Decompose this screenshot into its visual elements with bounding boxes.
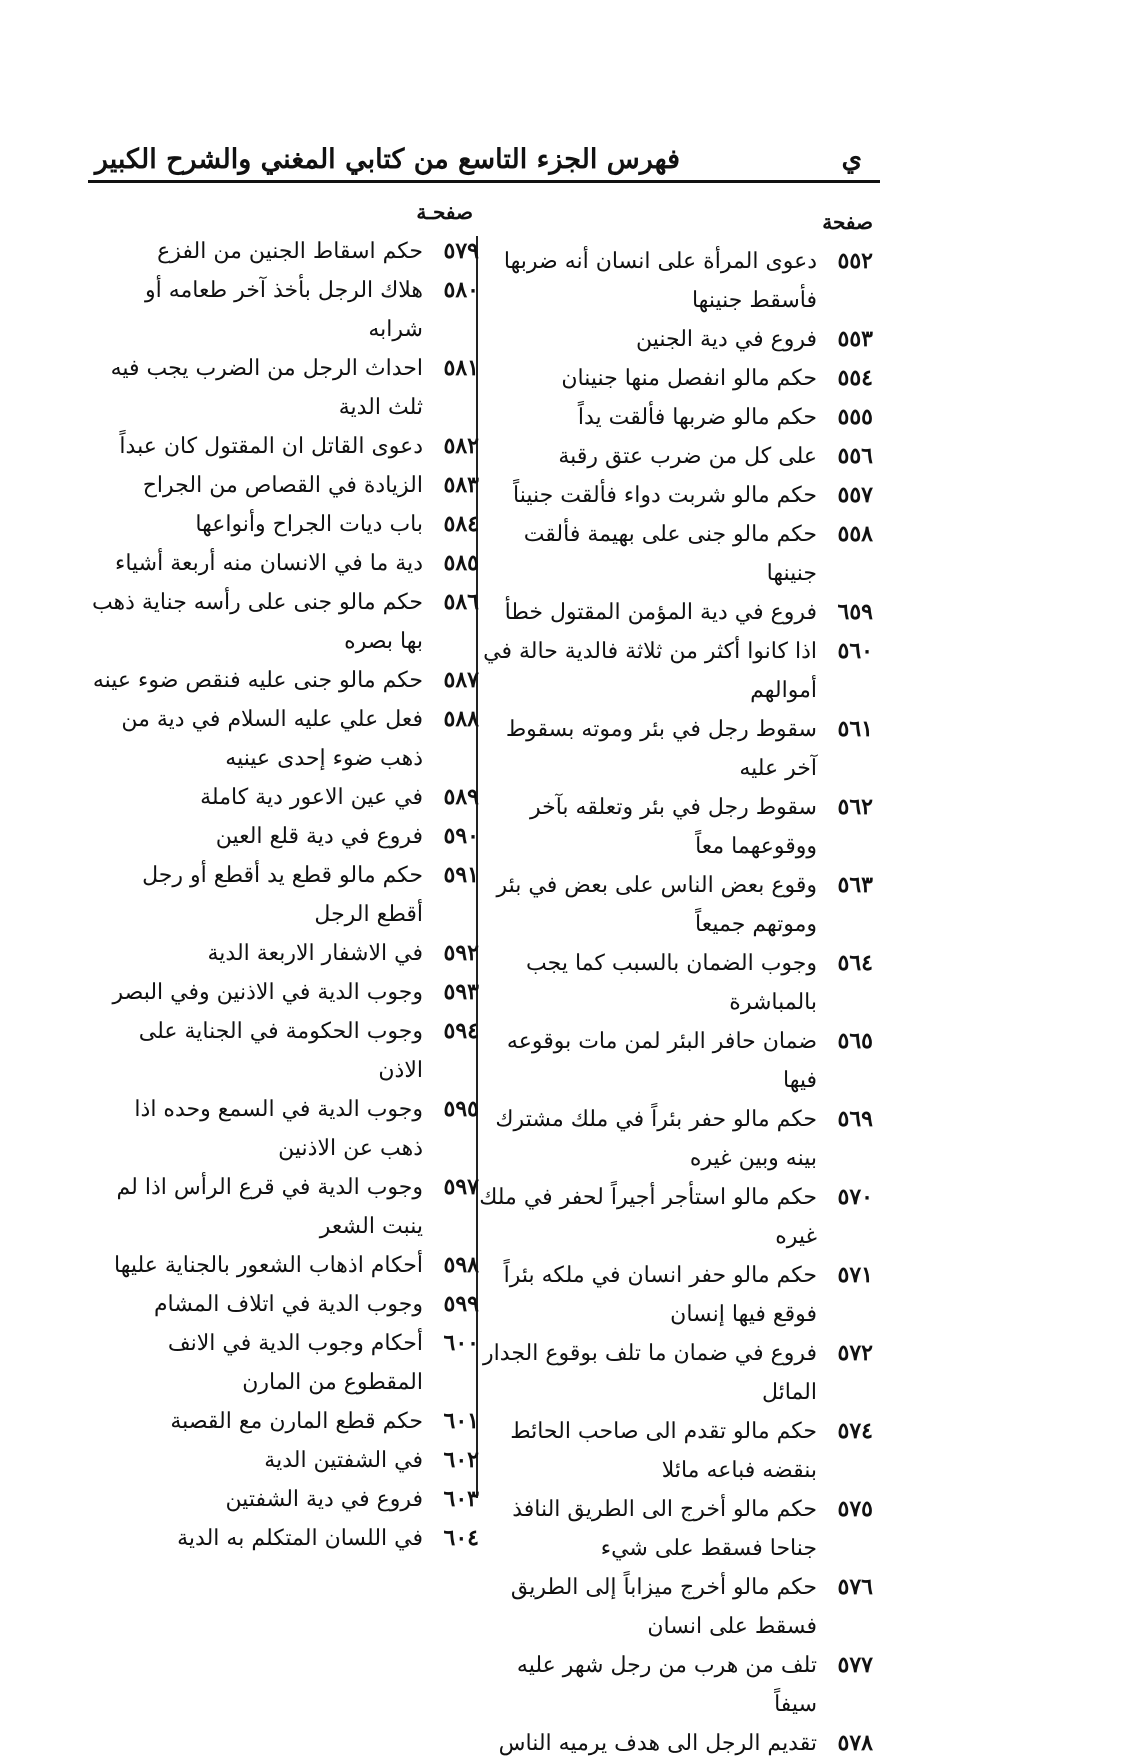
index-entry	[89, 1324, 479, 1402]
entry-page-number: ٥٩١	[443, 862, 479, 888]
entry-page-number: ٥٩٣	[443, 979, 479, 1005]
entry-page-number: ٥٩٢	[443, 940, 479, 966]
entry-page-number: ٦٠١	[443, 1408, 479, 1434]
index-entry	[475, 515, 873, 593]
entry-page-number: ٦٠٠	[443, 1330, 479, 1356]
entry-text: وجوب الحكومة في الجناية على الاذن	[138, 1019, 423, 1083]
entry-page-number: ٥٥٨	[837, 521, 873, 547]
entry-text: وجوب الضمان بالسبب كما يجب بالمباشرة	[526, 951, 817, 1015]
entry-page-number: ٥٧٠	[837, 1184, 873, 1210]
index-entry	[475, 242, 873, 320]
entry-text: احداث الرجل من الضرب يجب فيه ثلث الدية	[110, 356, 423, 420]
entry-page-number: ٥٨١	[443, 355, 479, 381]
index-entry	[475, 1724, 873, 1763]
index-entry	[475, 593, 873, 632]
entry-text: في اللسان المتكلم به الدية	[177, 1526, 423, 1551]
entry-page-number: ٥٩٠	[443, 823, 479, 849]
entry-text: في الاشفار الاربعة الدية	[207, 941, 423, 966]
entry-page-number: ٥٥٢	[837, 248, 873, 274]
entry-page-number: ٥٦١	[837, 716, 873, 742]
entry-page-number: ٥٩٧	[443, 1174, 479, 1200]
entry-page-number: ٥٨٧	[443, 667, 479, 693]
right-index-column	[475, 242, 873, 1763]
entry-text: اذا كانوا أكثر من ثلاثة فالدية حالة في أموالهم	[483, 639, 817, 703]
entry-text: دية ما في الانسان منه أربعة أشياء	[115, 551, 423, 576]
left-column-heading: صفحـة	[416, 200, 473, 224]
entry-text: حكم مالو تقدم الى صاحب الحائط بنقضه فباعه مائلا	[510, 1419, 817, 1483]
index-title: فهرس الجزء التاسع من كتابي المغني والشرح الكبير	[94, 144, 680, 175]
entry-page-number: ٥٧٩	[443, 238, 479, 264]
entry-page-number: ٥٦٩	[837, 1106, 873, 1132]
index-entry	[89, 817, 479, 856]
entry-page-number: ٥٩٥	[443, 1096, 479, 1122]
entry-text: حكم مالو أخرج ميزاباً إلى الطريق فسقط على انسان	[510, 1575, 817, 1639]
entry-text: سقوط رجل في بئر وتعلقه بآخر ووقوعهما معاً	[529, 795, 817, 859]
header-rule	[88, 180, 880, 183]
index-entry	[475, 476, 873, 515]
entry-text: أحكام وجوب الدية في الانف المقطوع من المارن	[167, 1331, 423, 1395]
entry-page-number: ٥٦٣	[837, 872, 873, 898]
entry-page-number: ٦٠٣	[443, 1486, 479, 1512]
entry-text: على كل من ضرب عتق رقبة	[558, 444, 817, 469]
entry-page-number: ٥٦٥	[837, 1028, 873, 1054]
entry-text: حكم مالو حفر بئراً في ملك مشترك بينه وبين غيره	[495, 1107, 817, 1171]
page-header	[88, 140, 880, 186]
index-entry	[89, 661, 479, 700]
entry-text: حكم مالو ضربها فألقت يداً	[577, 405, 817, 430]
entry-text: دعوى القاتل ان المقتول كان عبداً	[119, 434, 423, 459]
entry-text: حكم مالو انفصل منها جنينان	[561, 366, 817, 391]
entry-text: حكم قطع المارن مع القصبة	[170, 1409, 423, 1434]
entry-text: وجوب الدية في اتلاف المشام	[153, 1292, 423, 1317]
entry-page-number: ٥٥٦	[837, 443, 873, 469]
index-entry	[89, 349, 479, 427]
entry-page-number: ٥٩٩	[443, 1291, 479, 1317]
index-entry	[475, 1568, 873, 1646]
index-entry	[89, 1090, 479, 1168]
entry-text: فروع في دية الشفتين	[225, 1487, 423, 1512]
index-entry	[89, 778, 479, 817]
entry-text: هلاك الرجل بأخذ آخر طعامه أو شرابه	[144, 278, 423, 342]
entry-text: فروع في دية الجنين	[636, 327, 817, 352]
entry-page-number: ٥٨٢	[443, 433, 479, 459]
index-entry	[475, 1178, 873, 1256]
index-entry	[89, 856, 479, 934]
left-index-column	[89, 232, 479, 1558]
index-entry	[89, 934, 479, 973]
entry-page-number: ٥٥٥	[837, 404, 873, 430]
entry-page-number: ٦٠٢	[443, 1447, 479, 1473]
entry-text: وجوب الدية في الاذنين وفي البصر	[112, 980, 423, 1005]
index-entry	[89, 427, 479, 466]
entry-text: في عين الاعور دية كاملة	[200, 785, 423, 810]
index-entry	[475, 632, 873, 710]
entry-page-number: ٦٥٩	[837, 599, 873, 625]
entry-page-number: ٥٨٦	[443, 589, 479, 615]
index-entry	[89, 1012, 479, 1090]
index-entry	[89, 1246, 479, 1285]
entry-page-number: ٦٠٤	[443, 1525, 479, 1551]
index-entry	[475, 710, 873, 788]
index-entry	[475, 1022, 873, 1100]
index-entry	[89, 271, 479, 349]
entry-page-number: ٥٧٢	[837, 1340, 873, 1366]
entry-text: حكم اسقاط الجنين من الفزع	[157, 239, 423, 264]
index-entry	[89, 1480, 479, 1519]
index-entry	[475, 359, 873, 398]
entry-text: تلف من هرب من رجل شهر عليه سيفاً	[516, 1653, 817, 1717]
entry-text: دعوى المرأة على انسان أنه ضربها فأسقط جنينها	[503, 249, 817, 313]
entry-text: فروع في دية قلع العين	[215, 824, 423, 849]
index-entry	[89, 583, 479, 661]
entry-text: وجوب الدية في السمع وحده اذا ذهب عن الاذنين	[134, 1097, 423, 1161]
entry-page-number: ٥٩٤	[443, 1018, 479, 1044]
index-entry	[475, 398, 873, 437]
entry-page-number: ٥٩٨	[443, 1252, 479, 1278]
entry-text: حكم مالو قطع يد أقطع أو رجل أقطع الرجل	[142, 863, 423, 927]
entry-page-number: ٥٥٣	[837, 326, 873, 352]
entry-text: في الشفتين الدية	[264, 1448, 423, 1473]
entry-page-number: ٥٦٢	[837, 794, 873, 820]
entry-page-number: ٥٨٥	[443, 550, 479, 576]
entry-text: حكم مالو أخرج الى الطريق النافذ جناحا فسقط على شيء	[512, 1497, 817, 1561]
entry-page-number: ٥٥٤	[837, 365, 873, 391]
entry-text: وقوع بعض الناس على بعض في بئر وموتهم جميعاً	[496, 873, 817, 937]
index-entry	[475, 1490, 873, 1568]
entry-text: باب ديات الجراح وأنواعها	[195, 512, 423, 537]
index-entry	[475, 320, 873, 359]
index-entry	[89, 973, 479, 1012]
entry-text: حكم مالو شربت دواء فألقت جنيناً	[513, 483, 817, 508]
index-entry	[89, 1402, 479, 1441]
entry-page-number: ٥٦٠	[837, 638, 873, 664]
index-entry	[475, 1412, 873, 1490]
entry-text: حكم مالو جنى على رأسه جناية ذهب بها بصره	[91, 590, 423, 654]
entry-page-number: ٥٧٦	[837, 1574, 873, 1600]
index-entry	[475, 1646, 873, 1724]
entry-text: ضمان حافر البئر لمن مات بوقوعه فيها	[506, 1029, 817, 1093]
index-entry	[475, 1334, 873, 1412]
entry-text: حكم مالو حفر انسان في ملكه بئراً فوقع فيها إنسان	[503, 1263, 817, 1327]
entry-text: فروع في ضمان ما تلف بوقوع الجدار المائل	[483, 1341, 817, 1405]
entry-text: فعل علي عليه السلام في دية من ذهب ضوء إحدى عينيه	[121, 707, 423, 771]
index-entry	[89, 466, 479, 505]
index-entry	[475, 437, 873, 476]
index-entry	[89, 700, 479, 778]
index-entry	[89, 544, 479, 583]
entry-page-number: ٥٨٤	[443, 511, 479, 537]
entry-page-number: ٥٧٨	[837, 1730, 873, 1756]
index-entry	[89, 1519, 479, 1558]
entry-page-number: ٥٥٧	[837, 482, 873, 508]
index-entry	[475, 866, 873, 944]
index-entry	[89, 1168, 479, 1246]
entry-page-number: ٥٧١	[837, 1262, 873, 1288]
index-entry	[475, 1100, 873, 1178]
entry-page-number: ٥٨٣	[443, 472, 479, 498]
index-entry	[475, 788, 873, 866]
entry-text: أحكام اذهاب الشعور بالجناية عليها	[113, 1253, 423, 1278]
entry-page-number: ٥٦٤	[837, 950, 873, 976]
entry-page-number: ٥٧٤	[837, 1418, 873, 1444]
index-entry	[89, 505, 479, 544]
entry-page-number: ٥٨٨	[443, 706, 479, 732]
entry-text: الزيادة في القصاص من الجراح	[142, 473, 423, 498]
entry-text: حكم مالو جنى عليه فنقص ضوء عينه	[92, 668, 423, 693]
index-entry	[475, 1256, 873, 1334]
entry-text: وجوب الدية في قرع الرأس اذا لم ينبت الشعر	[116, 1175, 423, 1239]
entry-text: تقديم الرجل الى هدف يرميه الناس	[498, 1731, 817, 1756]
index-entry	[89, 1285, 479, 1324]
right-column-heading: صفحة	[822, 210, 873, 234]
entry-page-number: ٥٧٧	[837, 1652, 873, 1678]
entry-text: فروع في دية المؤمن المقتول خطأ	[504, 600, 817, 625]
entry-page-number: ٥٧٥	[837, 1496, 873, 1522]
index-entry	[89, 1441, 479, 1480]
page-number: ي	[841, 144, 862, 174]
entry-page-number: ٥٨٠	[443, 277, 479, 303]
entry-text: سقوط رجل في بئر وموته بسقوط آخر عليه	[505, 717, 817, 781]
entry-text: حكم مالو جنى على بهيمة فألقت جنينها	[523, 522, 817, 586]
index-entry	[475, 944, 873, 1022]
index-entry	[89, 232, 479, 271]
entry-page-number: ٥٨٩	[443, 784, 479, 810]
entry-text: حكم مالو استأجر أجيراً لحفر في ملك غيره	[479, 1185, 817, 1249]
